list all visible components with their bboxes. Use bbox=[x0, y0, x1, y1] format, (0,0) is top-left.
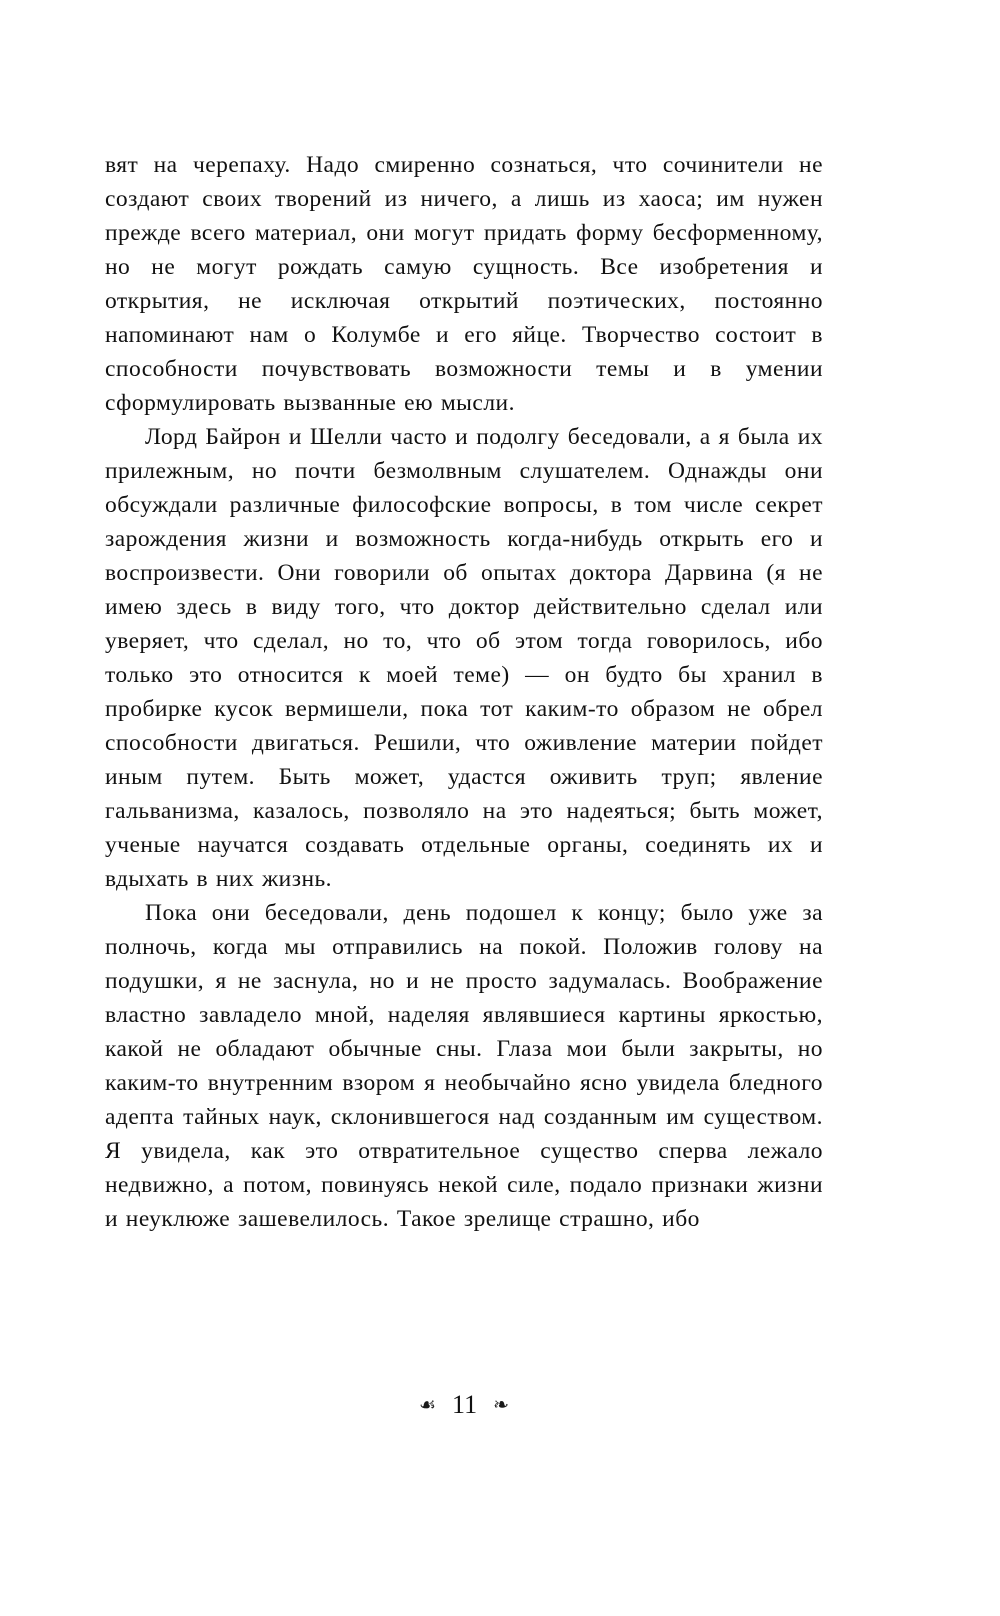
body-text-paragraph: вят на черепаху. Надо смиренно сознаться, что сочинители не создают своих творений из ничего, а лишь из хаоса; им нужен прежде всего материал, они могут придать форму бесформенному, но не могут рождать самую сущность. Все изобретения и открытия, не исключая открытий поэтических, постоянно напоминают нам о Колумбе и его яйце. Творчество состоит в способности почувствовать возможности темы и в умении сформулировать вызванные ею мысли. bbox=[105, 152, 823, 416]
page-footer bbox=[105, 1390, 823, 1420]
body-text-paragraph: Лорд Байрон и Шелли часто и подолгу беседовали, а я была их прилежным, но почти безмолвным слушателем. Однажды они обсуждали различные философские вопросы, в том числе секрет зарождения жизни и возможность когда-нибудь открыть его и воспроизвести. Они говорили об опытах доктора Дарвина (я не имею здесь в виду того, что доктор действительно сделал или уверяет, что сделал, но то, что об этом тогда говорилось, ибо только это относится к моей теме) — он будто бы хранил в пробирке кусок вермишели, пока тот каким-то образом не обрел способности двигаться. Решили, что оживление материи пойдет иным путем. Быть может, удастся оживить труп; явление гальванизма, казалось, позволяло на это надеяться; быть может, ученые научатся создавать отдельные органы, соединять их и вдыхать в них жизнь. bbox=[105, 424, 823, 892]
book-page-text-block bbox=[105, 148, 823, 1236]
page-number: 11 bbox=[452, 1390, 478, 1419]
fleuron-left-icon: ☙ bbox=[418, 1394, 437, 1416]
body-text-paragraph: Пока они беседовали, день подошел к концу; было уже за полночь, когда мы отправились на покой. Положив голову на подушки, я не заснула, но и не просто задумалась. Воображение властно завладело мной, наделяя являвшиеся картины яркостью, какой не обладают обычные сны. Глаза мои были закрыты, но каким-то внутренним взором я необычайно ясно увидела бледного адепта тайных наук, склонившегося над созданным им существом. Я увидела, как это отвратительное существо сперва лежало недвижно, а потом, повинуясь некой силе, подало признаки жизни и неуклюже зашевелилось. Такое зрелище страшно, ибо bbox=[105, 900, 823, 1232]
fleuron-right-icon: ❧ bbox=[493, 1394, 509, 1416]
